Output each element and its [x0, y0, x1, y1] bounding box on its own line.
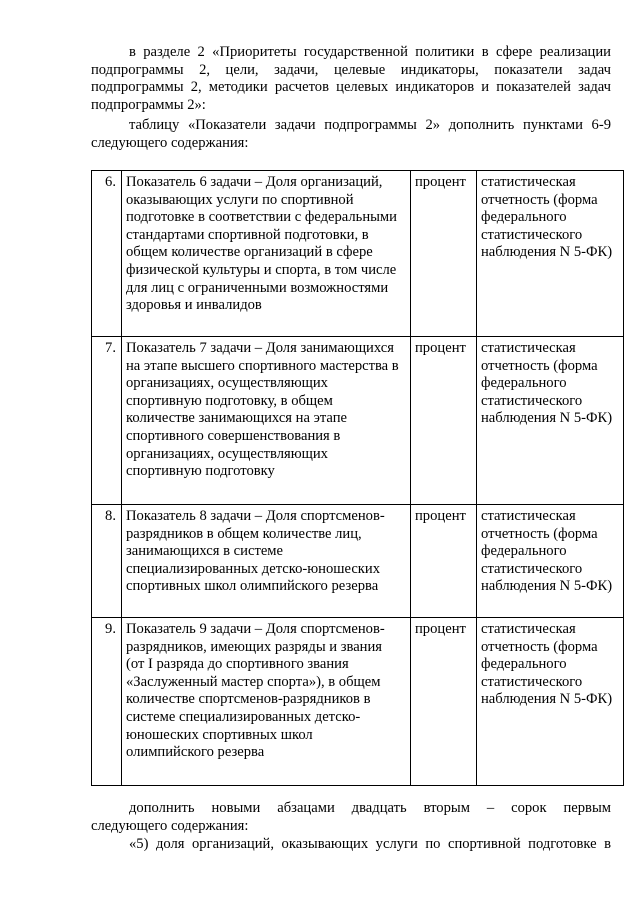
description-line: подготовке в соответствии с федеральными	[126, 209, 397, 226]
description-line: оказывающих услуги по спортивной	[126, 191, 354, 208]
intro-line: подпрограммы 2, методики расчетов целевых индикаторов и показателей задач	[91, 79, 611, 95]
intro-line: подпрограммы 2, цели, задачи, целевые индикаторы, показатели задач	[91, 61, 611, 78]
indicator-description	[122, 171, 411, 337]
outro-item-paragraph	[91, 836, 611, 854]
source-line: отчетность (форма	[481, 638, 598, 655]
intro-paragraph	[91, 44, 611, 114]
description-line: Показатель 7 задачи – Доля занимающихся	[126, 340, 394, 356]
description-line: количестве занимающихся на этапе	[126, 410, 347, 427]
row-number: 9.	[92, 618, 122, 786]
row-number: 8.	[92, 505, 122, 618]
outro-paragraph	[91, 800, 611, 835]
source-cell	[477, 171, 624, 337]
table-row	[92, 505, 624, 618]
source-line: наблюдения N 5-ФК)	[481, 691, 613, 708]
description-line: разрядников в общем количестве лиц,	[126, 525, 362, 542]
description-line: организациях, осуществляющих	[126, 445, 328, 462]
description-line: занимающихся в системе	[126, 543, 284, 560]
source-line: отчетность (форма	[481, 191, 598, 208]
outro-line: следующего содержания:	[91, 817, 249, 834]
indicator-description	[122, 618, 411, 786]
description-line: юношеских спортивных школ	[126, 726, 313, 743]
table-intro-line: следующего содержания:	[91, 134, 249, 151]
unit-cell: процент	[411, 171, 477, 337]
table-row	[92, 618, 624, 786]
outro-item-line: «5) доля организаций, оказывающих услуги по спортивной подготовке в	[129, 836, 611, 852]
description-line: Показатель 6 задачи – Доля организаций,	[126, 174, 383, 190]
source-line: федерального	[481, 375, 567, 392]
source-cell	[477, 337, 624, 505]
indicator-description	[122, 337, 411, 505]
indicators-table	[91, 170, 624, 786]
table-row	[92, 171, 624, 337]
source-cell	[477, 505, 624, 618]
table-intro-paragraph	[91, 117, 611, 152]
intro-line: подпрограммы 2»:	[91, 96, 206, 113]
description-line: физической культуры и спорта, в том числе	[126, 261, 397, 278]
description-line: Показатель 8 задачи – Доля спортсменов-	[126, 508, 385, 524]
source-line: статистического	[481, 392, 583, 409]
source-line: статистического	[481, 673, 583, 690]
description-line: специализированных детско-юношеских	[126, 560, 381, 577]
description-line: спортивного совершенствования в	[126, 427, 341, 444]
description-line: для лиц с ограниченными возможностями	[126, 279, 389, 296]
source-line: статистическая	[481, 508, 576, 524]
source-line: статистическая	[481, 174, 576, 190]
description-line: стандартами спортивной подготовки, в	[126, 226, 369, 243]
description-line: здоровья и инвалидов	[126, 297, 262, 314]
description-line: системе специализированных детско-	[126, 708, 361, 725]
description-line: разрядников, имеющих разряды и звания	[126, 638, 383, 655]
source-line: федерального	[481, 209, 567, 226]
description-line: Показатель 9 задачи – Доля спортсменов-	[126, 621, 385, 637]
description-line: общем количестве организаций в сфере	[126, 244, 373, 261]
source-line: наблюдения N 5-ФК)	[481, 410, 613, 427]
row-number: 6.	[92, 171, 122, 337]
description-line: «Заслуженный мастер спорта»), в общем	[126, 673, 381, 690]
table-intro-line: таблицу «Показатели задачи подпрограммы 2» дополнить пунктами 6-9	[129, 117, 611, 133]
source-line: статистическая	[481, 340, 576, 356]
description-line: олимпийского резерва	[126, 744, 265, 761]
source-line: наблюдения N 5-ФК)	[481, 244, 613, 261]
unit-cell: процент	[411, 618, 477, 786]
table-row	[92, 337, 624, 505]
description-line: на этапе высшего спортивного мастерства в	[126, 357, 399, 374]
source-line: отчетность (форма	[481, 525, 598, 542]
intro-line: в разделе 2 «Приоритеты государственной политики в сфере реализации	[129, 44, 611, 60]
source-line: отчетность (форма	[481, 357, 598, 374]
outro-line: дополнить новыми абзацами двадцать вторым – сорок первым	[129, 800, 611, 816]
source-line: федерального	[481, 656, 567, 673]
description-line: организациях, осуществляющих	[126, 375, 328, 392]
source-line: статистическая	[481, 621, 576, 637]
source-line: федерального	[481, 543, 567, 560]
description-line: количестве спортсменов-разрядников в	[126, 691, 371, 708]
row-number: 7.	[92, 337, 122, 505]
source-cell	[477, 618, 624, 786]
indicator-description	[122, 505, 411, 618]
unit-cell: процент	[411, 505, 477, 618]
description-line: спортивных школ олимпийского резерва	[126, 578, 379, 595]
source-line: наблюдения N 5-ФК)	[481, 578, 613, 595]
description-line: спортивную подготовку	[126, 463, 275, 480]
description-line: спортивную подготовку, в общем	[126, 392, 333, 409]
source-line: статистического	[481, 226, 583, 243]
description-line: (от I разряда до спортивного звания	[126, 656, 349, 673]
unit-cell: процент	[411, 337, 477, 505]
source-line: статистического	[481, 560, 583, 577]
